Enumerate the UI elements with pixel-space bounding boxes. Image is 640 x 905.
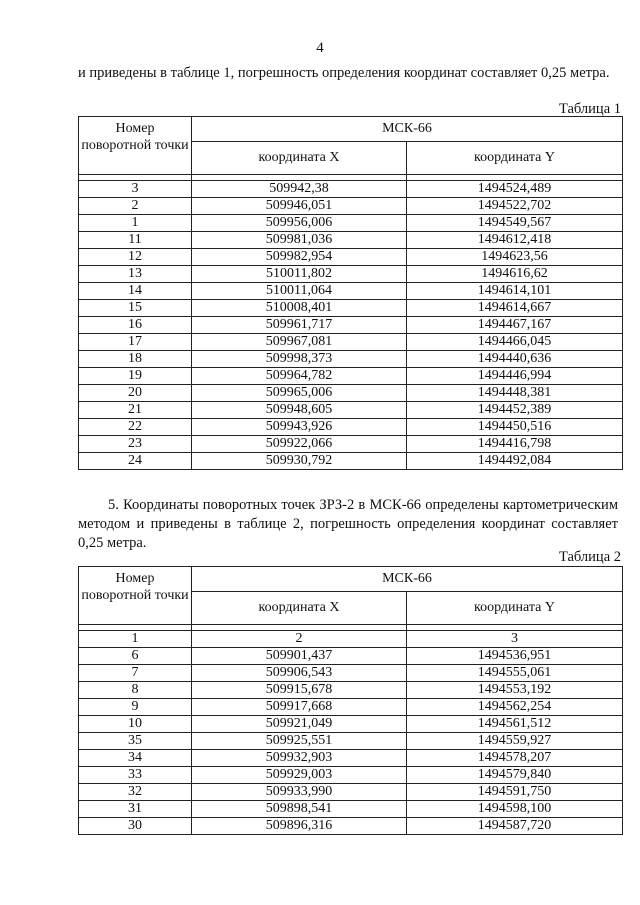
paragraph-section-5: 5. Координаты поворотных точек ЗРЗ-2 в МСК-66 определены картометрическим методом и приведены в таблице 2, погрешность определения координат составляет 0,25 метра.	[78, 497, 618, 551]
table2-caption: Таблица 2	[558, 549, 621, 565]
cell-point-number: 1	[79, 215, 192, 232]
cell-coordinate-y: 1494536,951	[407, 648, 623, 665]
table-row	[79, 266, 623, 283]
cell-point-number: 15	[79, 300, 192, 317]
cell-coordinate-x: 509948,605	[192, 402, 407, 419]
cell-point-number: 7	[79, 665, 192, 682]
table-row	[79, 300, 623, 317]
cell-coordinate-y: 1494591,750	[407, 784, 623, 801]
table-row	[79, 402, 623, 419]
cell-point-number: 1	[79, 631, 192, 648]
cell-coordinate-y: 1494614,667	[407, 300, 623, 317]
cell-coordinate-x: 509933,990	[192, 784, 407, 801]
table-row	[79, 232, 623, 249]
header-point-number: Номер поворотной точки	[79, 117, 192, 175]
table-row	[79, 334, 623, 351]
cell-coordinate-x: 509906,543	[192, 665, 407, 682]
cell-coordinate-y: 1494522,702	[407, 198, 623, 215]
cell-coordinate-x: 509956,006	[192, 215, 407, 232]
cell-coordinate-y: 1494598,100	[407, 801, 623, 818]
table-row	[79, 181, 623, 198]
table-row	[79, 198, 623, 215]
cell-coordinate-x: 509981,036	[192, 232, 407, 249]
cell-point-number: 31	[79, 801, 192, 818]
header-coordinate-x: координата X	[192, 592, 407, 625]
cell-point-number: 33	[79, 767, 192, 784]
table-row	[79, 699, 623, 716]
cell-coordinate-x: 509932,903	[192, 750, 407, 767]
cell-coordinate-x: 510011,802	[192, 266, 407, 283]
cell-coordinate-x: 509922,066	[192, 436, 407, 453]
table-row	[79, 419, 623, 436]
cell-point-number: 23	[79, 436, 192, 453]
cell-coordinate-x: 509964,782	[192, 368, 407, 385]
header-coordinate-x: координата X	[192, 142, 407, 175]
cell-coordinate-y: 1494467,167	[407, 317, 623, 334]
cell-point-number: 34	[79, 750, 192, 767]
cell-point-number: 24	[79, 453, 192, 470]
table-row	[79, 385, 623, 402]
table-row	[79, 767, 623, 784]
cell-coordinate-y: 1494446,994	[407, 368, 623, 385]
cell-coordinate-y: 1494614,101	[407, 283, 623, 300]
cell-coordinate-y: 1494416,798	[407, 436, 623, 453]
cell-coordinate-y: 1494579,840	[407, 767, 623, 784]
table-row	[79, 716, 623, 733]
table-row	[79, 215, 623, 232]
cell-coordinate-x: 509925,551	[192, 733, 407, 750]
cell-point-number: 19	[79, 368, 192, 385]
cell-coordinate-y: 1494561,512	[407, 716, 623, 733]
cell-coordinate-y: 1494549,567	[407, 215, 623, 232]
cell-coordinate-x: 509930,792	[192, 453, 407, 470]
cell-coordinate-y: 1494559,927	[407, 733, 623, 750]
cell-coordinate-y: 1494524,489	[407, 181, 623, 198]
cell-coordinate-y: 1494623,56	[407, 249, 623, 266]
cell-coordinate-y: 1494492,084	[407, 453, 623, 470]
paragraph-intro: и приведены в таблице 1, погрешность определения координат составляет 0,25 метра.	[78, 65, 610, 81]
cell-point-number: 35	[79, 733, 192, 750]
table-row	[79, 784, 623, 801]
coordinates-table-2	[78, 566, 623, 835]
cell-coordinate-x: 2	[192, 631, 407, 648]
cell-coordinate-x: 509946,051	[192, 198, 407, 215]
cell-coordinate-y: 1494562,254	[407, 699, 623, 716]
table-row	[79, 665, 623, 682]
cell-coordinate-y: 1494587,720	[407, 818, 623, 835]
cell-coordinate-x: 510011,064	[192, 283, 407, 300]
table-row	[79, 801, 623, 818]
cell-coordinate-x: 509967,081	[192, 334, 407, 351]
cell-point-number: 12	[79, 249, 192, 266]
table-row	[79, 818, 623, 835]
cell-coordinate-y: 1494440,636	[407, 351, 623, 368]
cell-point-number: 8	[79, 682, 192, 699]
coordinates-table-1	[78, 116, 623, 470]
table-row	[79, 283, 623, 300]
cell-coordinate-x: 509943,926	[192, 419, 407, 436]
cell-coordinate-x: 509998,373	[192, 351, 407, 368]
cell-point-number: 22	[79, 419, 192, 436]
header-point-number: Номер поворотной точки	[79, 567, 192, 625]
cell-coordinate-x: 509917,668	[192, 699, 407, 716]
cell-point-number: 32	[79, 784, 192, 801]
cell-coordinate-x: 509965,006	[192, 385, 407, 402]
header-coordinate-y: координата Y	[407, 592, 623, 625]
table1-body	[79, 181, 623, 470]
table-row	[79, 648, 623, 665]
cell-coordinate-x: 509901,437	[192, 648, 407, 665]
cell-coordinate-x: 509929,003	[192, 767, 407, 784]
cell-point-number: 11	[79, 232, 192, 249]
cell-point-number: 21	[79, 402, 192, 419]
cell-point-number: 30	[79, 818, 192, 835]
table-row	[79, 750, 623, 767]
cell-point-number: 13	[79, 266, 192, 283]
table-row	[79, 733, 623, 750]
table2-body	[79, 631, 623, 835]
cell-coordinate-y: 1494612,418	[407, 232, 623, 249]
header-coordinate-system: МСК-66	[192, 567, 623, 592]
cell-point-number: 14	[79, 283, 192, 300]
cell-point-number: 17	[79, 334, 192, 351]
cell-coordinate-x: 509921,049	[192, 716, 407, 733]
table-row	[79, 351, 623, 368]
cell-point-number: 9	[79, 699, 192, 716]
header-coordinate-system: МСК-66	[192, 117, 623, 142]
cell-coordinate-y: 3	[407, 631, 623, 648]
table-row	[79, 453, 623, 470]
table-row	[79, 249, 623, 266]
cell-point-number: 16	[79, 317, 192, 334]
table-row	[79, 317, 623, 334]
cell-coordinate-x: 509942,38	[192, 181, 407, 198]
cell-point-number: 20	[79, 385, 192, 402]
table-row	[79, 682, 623, 699]
cell-point-number: 18	[79, 351, 192, 368]
cell-point-number: 6	[79, 648, 192, 665]
cell-coordinate-x: 509896,316	[192, 818, 407, 835]
page-number: 4	[316, 40, 324, 56]
table-row	[79, 368, 623, 385]
cell-coordinate-x: 509898,541	[192, 801, 407, 818]
cell-coordinate-y: 1494578,207	[407, 750, 623, 767]
table-row	[79, 631, 623, 648]
cell-coordinate-x: 509982,954	[192, 249, 407, 266]
cell-coordinate-x: 509961,717	[192, 317, 407, 334]
cell-coordinate-y: 1494555,061	[407, 665, 623, 682]
cell-point-number: 10	[79, 716, 192, 733]
table-row	[79, 436, 623, 453]
cell-coordinate-y: 1494448,381	[407, 385, 623, 402]
cell-coordinate-x: 509915,678	[192, 682, 407, 699]
header-coordinate-y: координата Y	[407, 142, 623, 175]
cell-coordinate-y: 1494553,192	[407, 682, 623, 699]
cell-coordinate-y: 1494616,62	[407, 266, 623, 283]
table1-caption: Таблица 1	[558, 101, 621, 117]
cell-point-number: 2	[79, 198, 192, 215]
cell-coordinate-y: 1494466,045	[407, 334, 623, 351]
cell-coordinate-y: 1494450,516	[407, 419, 623, 436]
cell-coordinate-x: 510008,401	[192, 300, 407, 317]
cell-coordinate-y: 1494452,389	[407, 402, 623, 419]
cell-point-number: 3	[79, 181, 192, 198]
